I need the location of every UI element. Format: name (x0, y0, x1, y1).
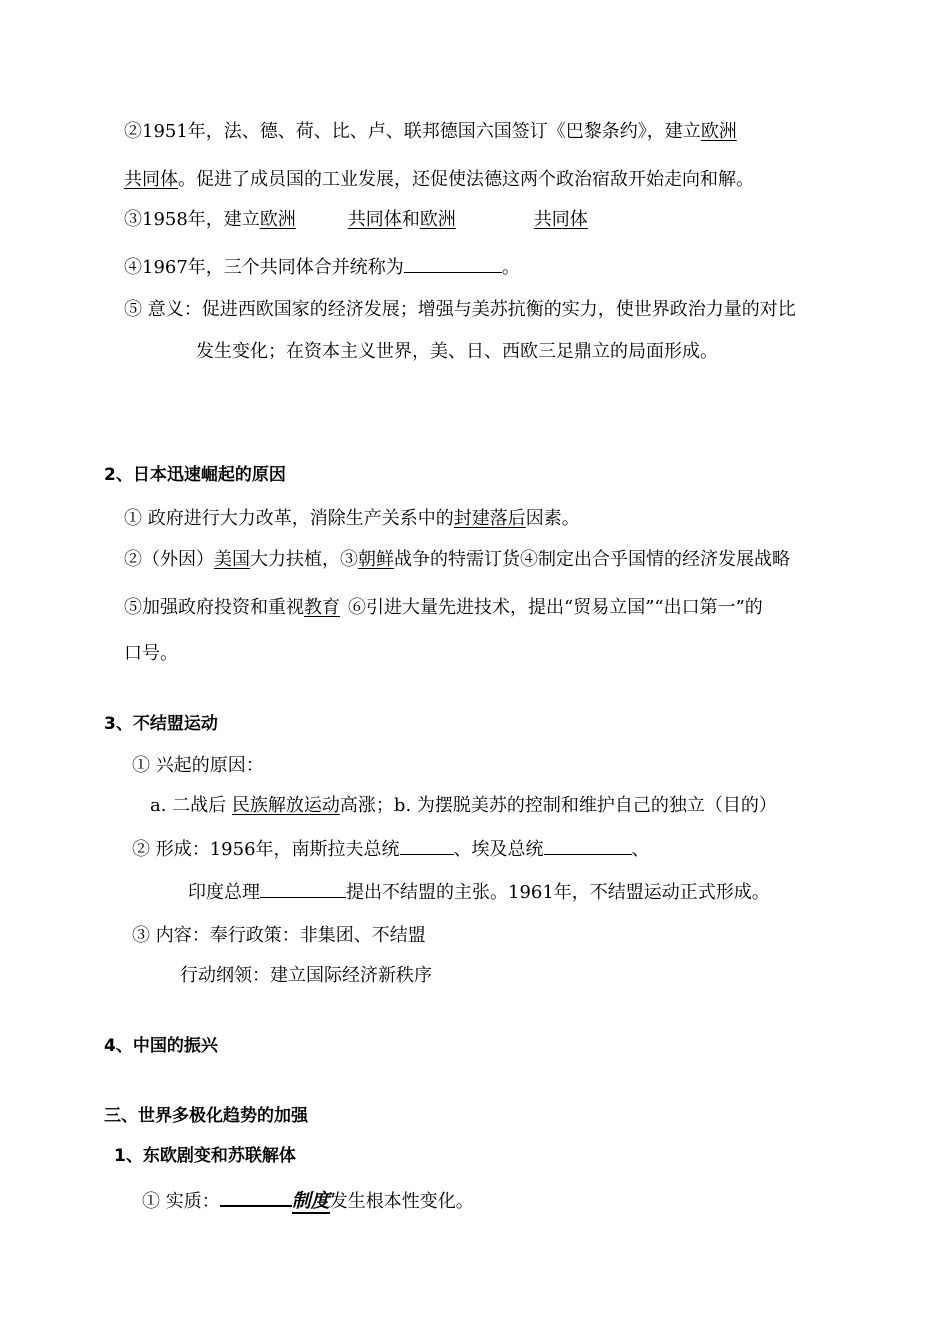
fill-answer: 民族解放运动 (231, 795, 340, 816)
text-line (124, 168, 754, 192)
paragraph-text: 高涨；b. 为摆脱美苏的控制和维护自己的独立（目的） (339, 795, 777, 816)
paragraph-text: ① 实质： (142, 1191, 220, 1212)
paragraph-text: 发生变化；在资本主义世界，美、日、西欧三足鼎立的局面形成。 (196, 341, 718, 362)
paragraph-text: 发生根本性变化。 (329, 1191, 474, 1212)
fill-answer: 共同体 (124, 169, 178, 190)
paragraph-text: ① 政府进行大力改革，消除生产关系中的 (124, 508, 454, 529)
fill-answer: 封建落后 (453, 508, 526, 529)
text-line (124, 208, 588, 232)
paragraph-text: 、埃及总统 (453, 839, 544, 860)
paragraph-text: 因素。 (525, 508, 580, 529)
paragraph-text: 大力扶植，③ (250, 549, 358, 570)
text-line (150, 794, 777, 818)
paragraph-text: ① 兴起的原因： (132, 755, 264, 776)
text-line (124, 298, 796, 322)
paragraph-text: 。促进了成员国的工业发展，还促使法德这两个政治宿敌开始走向和解。 (178, 169, 754, 190)
paragraph-text: 印度总理 (188, 882, 260, 903)
paragraph-text: ③1958年，建立 (124, 209, 260, 230)
fill-answer: 教育 (304, 597, 340, 618)
fill-answer: 欧洲 共同体 (259, 209, 402, 230)
chapter-heading: 三、世界多极化趋势的加强 (104, 1106, 308, 1126)
text-line (124, 548, 790, 572)
fill-blank (400, 836, 454, 855)
text-line (124, 507, 580, 531)
paragraph-text: a. 二战后 (150, 795, 227, 816)
text-line (124, 596, 763, 620)
text-line (124, 254, 520, 280)
paragraph-text: ⑥引进大量先进技术，提出“贸易立国”“出口第一”的 (348, 597, 763, 618)
text-line (132, 836, 650, 862)
section-heading: 3、不结盟运动 (104, 714, 218, 734)
fill-answer: 美国 (214, 549, 250, 570)
fill-answer: 欧洲 (700, 121, 737, 142)
fill-answer: 朝鲜 (358, 549, 394, 570)
fill-answer: 欧洲 共同体 (419, 209, 588, 230)
paragraph-text: ② 形成：1956年，南斯拉夫总统 (132, 839, 400, 860)
paragraph-text: 战争的特需订货④制定出合乎国情的经济发展战略 (394, 549, 790, 570)
paragraph-text: 口号。 (124, 643, 178, 664)
text-line (124, 120, 801, 144)
fill-answer: 制度 (291, 1190, 330, 1212)
paragraph-text: ⑤加强政府投资和重视 (124, 597, 304, 618)
section-heading: 1、东欧剧变和苏联解体 (114, 1146, 296, 1166)
fill-blank (260, 879, 346, 898)
paragraph-text: 、 (631, 839, 650, 860)
text-line (188, 879, 770, 905)
text-line (142, 1187, 474, 1214)
section-heading: 2、日本迅速崛起的原因 (104, 465, 286, 485)
paragraph-text: ③ 内容：奉行政策：非集团、不结盟 (132, 925, 426, 946)
paragraph-text: ②1951年，法、德、荷、比、卢、联邦德国六国签订《巴黎条约》，建立 (124, 121, 701, 142)
text-line (132, 754, 264, 778)
paragraph-text: ④1967年，三个共同体合并统称为 (124, 257, 404, 278)
paragraph-text: 提出不结盟的主张。1961年，不结盟运动正式形成。 (346, 882, 770, 903)
paragraph-text: 。 (501, 257, 520, 278)
text-line (124, 642, 178, 666)
paragraph-text: 行动纲领：建立国际经济新秩序 (180, 965, 432, 986)
fill-blank (220, 1187, 292, 1207)
text-line (196, 340, 718, 364)
text-line (132, 924, 426, 948)
fill-blank (544, 836, 632, 855)
paragraph-text: 和 (401, 209, 420, 230)
fill-blank (404, 254, 502, 273)
paragraph-text: ⑤ 意义：促进西欧国家的经济发展；增强与美苏抗衡的实力，使世界政治力量的对比 (124, 299, 796, 320)
section-heading: 4、中国的振兴 (104, 1036, 218, 1056)
paragraph-text: ②（外因） (124, 549, 214, 570)
text-line (180, 964, 432, 988)
